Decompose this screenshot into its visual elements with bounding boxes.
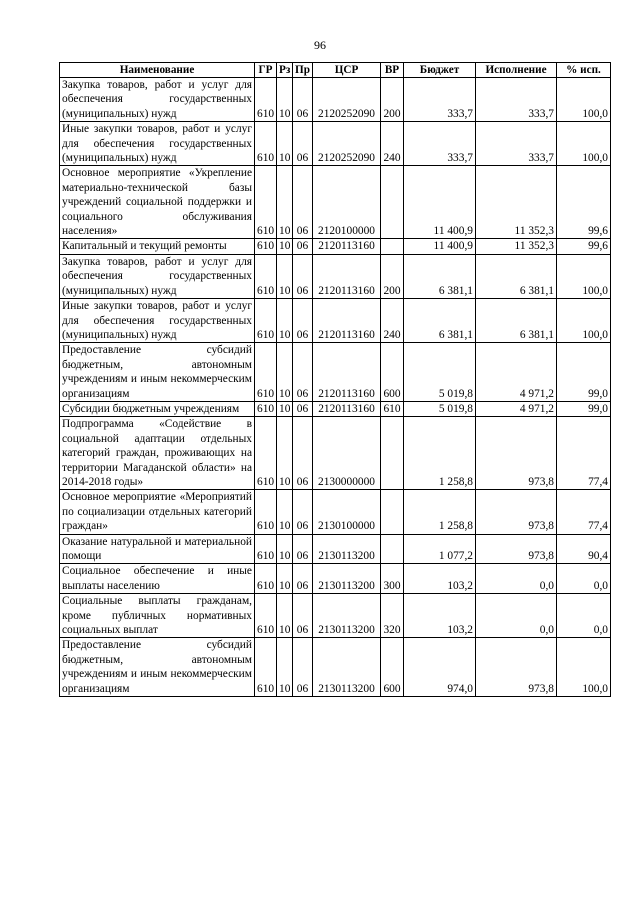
cell-pr: 06: [293, 534, 313, 564]
budget-table: [59, 62, 611, 697]
page-number: 96: [314, 38, 326, 52]
header-pct: % исп.: [557, 63, 611, 78]
cell-pr: 06: [293, 638, 313, 697]
cell-budget: 103,2: [404, 594, 476, 638]
cell-rz: 10: [277, 564, 293, 594]
cell-rz: 10: [277, 343, 293, 402]
cell-vr: [381, 239, 404, 254]
cell-budget: 974,0: [404, 638, 476, 697]
cell-rz: 10: [277, 417, 293, 490]
cell-gr: 610: [255, 166, 277, 239]
cell-csr: 2120113160: [313, 401, 381, 416]
cell-name: Иные закупки товаров, работ и услуг для обеспечения государственных (муниципальных) нужд: [60, 122, 255, 166]
cell-pr: 06: [293, 122, 313, 166]
cell-name: Подпрограмма «Содействие в социальной адаптации отдельных категорий граждан, проживающих на территории Магаданской области» на 2014-2018 годы»: [60, 417, 255, 490]
cell-pct: 0,0: [557, 564, 611, 594]
cell-pct: 100,0: [557, 299, 611, 343]
cell-pct: 90,4: [557, 534, 611, 564]
cell-csr: 2130113200: [313, 638, 381, 697]
cell-pr: 06: [293, 594, 313, 638]
cell-budget: 5 019,8: [404, 401, 476, 416]
cell-csr: 2130100000: [313, 490, 381, 534]
cell-rz: 10: [277, 638, 293, 697]
table-row: [60, 564, 611, 594]
table-row: [60, 490, 611, 534]
cell-budget: 1 258,8: [404, 490, 476, 534]
table-row: [60, 401, 611, 416]
cell-rz: 10: [277, 122, 293, 166]
cell-csr: 2130113200: [313, 594, 381, 638]
cell-pr: 06: [293, 239, 313, 254]
cell-budget: 1 077,2: [404, 534, 476, 564]
cell-gr: 610: [255, 343, 277, 402]
cell-gr: 610: [255, 122, 277, 166]
cell-vr: 600: [381, 638, 404, 697]
cell-csr: 2120113160: [313, 299, 381, 343]
cell-gr: 610: [255, 638, 277, 697]
cell-rz: 10: [277, 401, 293, 416]
cell-execution: 973,8: [476, 638, 557, 697]
cell-execution: 333,7: [476, 78, 557, 122]
header-pr: Пр: [293, 63, 313, 78]
cell-gr: 610: [255, 490, 277, 534]
cell-vr: 610: [381, 401, 404, 416]
cell-pr: 06: [293, 564, 313, 594]
cell-budget: 11 400,9: [404, 166, 476, 239]
table-header-row: [60, 63, 611, 78]
cell-pct: 99,0: [557, 401, 611, 416]
cell-name: Закупка товаров, работ и услуг для обеспечения государственных (муниципальных) нужд: [60, 254, 255, 298]
table-row: [60, 343, 611, 402]
cell-rz: 10: [277, 534, 293, 564]
cell-csr: 2120252090: [313, 122, 381, 166]
cell-vr: [381, 166, 404, 239]
cell-csr: 2120100000: [313, 166, 381, 239]
cell-rz: 10: [277, 239, 293, 254]
cell-vr: [381, 534, 404, 564]
cell-pr: 06: [293, 254, 313, 298]
cell-execution: 11 352,3: [476, 239, 557, 254]
cell-csr: 2130113200: [313, 564, 381, 594]
table-row: [60, 239, 611, 254]
cell-pr: 06: [293, 343, 313, 402]
cell-csr: 2120113160: [313, 343, 381, 402]
cell-rz: 10: [277, 254, 293, 298]
cell-budget: 1 258,8: [404, 417, 476, 490]
table-body: [60, 78, 611, 697]
header-vr: ВР: [381, 63, 404, 78]
table-row: [60, 534, 611, 564]
cell-pct: 0,0: [557, 594, 611, 638]
cell-csr: 2130113200: [313, 534, 381, 564]
cell-name: Основное мероприятие «Укрепление материально-технической базы учреждений социальной поддержки и социального обслуживания населения»: [60, 166, 255, 239]
cell-budget: 6 381,1: [404, 254, 476, 298]
cell-csr: 2120113160: [313, 254, 381, 298]
cell-execution: 333,7: [476, 122, 557, 166]
cell-execution: 0,0: [476, 594, 557, 638]
cell-name: Иные закупки товаров, работ и услуг для обеспечения государственных (муниципальных) нужд: [60, 299, 255, 343]
cell-pr: 06: [293, 490, 313, 534]
cell-pct: 100,0: [557, 638, 611, 697]
cell-pct: 100,0: [557, 254, 611, 298]
cell-pr: 06: [293, 299, 313, 343]
header-execution: Исполнение: [476, 63, 557, 78]
cell-name: Оказание натуральной и материальной помощи: [60, 534, 255, 564]
cell-budget: 11 400,9: [404, 239, 476, 254]
cell-gr: 610: [255, 254, 277, 298]
cell-gr: 610: [255, 417, 277, 490]
cell-vr: 240: [381, 122, 404, 166]
cell-gr: 610: [255, 564, 277, 594]
cell-budget: 6 381,1: [404, 299, 476, 343]
cell-vr: 200: [381, 78, 404, 122]
cell-pct: 99,0: [557, 343, 611, 402]
cell-name: Предоставление субсидий бюджетным, автономным учреждениям и иным некоммерческим организациям: [60, 638, 255, 697]
cell-execution: 11 352,3: [476, 166, 557, 239]
header-budget: Бюджет: [404, 63, 476, 78]
cell-vr: 300: [381, 564, 404, 594]
table-row: [60, 166, 611, 239]
table-row: [60, 638, 611, 697]
cell-vr: [381, 490, 404, 534]
cell-pr: 06: [293, 401, 313, 416]
cell-rz: 10: [277, 299, 293, 343]
cell-vr: 320: [381, 594, 404, 638]
cell-execution: 6 381,1: [476, 299, 557, 343]
cell-name: Предоставление субсидий бюджетным, автономным учреждениям и иным некоммерческим организациям: [60, 343, 255, 402]
cell-pct: 77,4: [557, 417, 611, 490]
cell-gr: 610: [255, 299, 277, 343]
header-name: Наименование: [60, 63, 255, 78]
cell-pct: 77,4: [557, 490, 611, 534]
cell-name: Основное мероприятие «Мероприятий по социализации отдельных категорий граждан»: [60, 490, 255, 534]
cell-vr: 600: [381, 343, 404, 402]
cell-name: Капитальный и текущий ремонты: [60, 239, 255, 254]
table-row: [60, 254, 611, 298]
table-row: [60, 122, 611, 166]
cell-execution: 973,8: [476, 534, 557, 564]
header-csr: ЦСР: [313, 63, 381, 78]
cell-execution: 6 381,1: [476, 254, 557, 298]
cell-pct: 100,0: [557, 122, 611, 166]
cell-csr: 2120113160: [313, 239, 381, 254]
cell-rz: 10: [277, 78, 293, 122]
cell-pr: 06: [293, 417, 313, 490]
cell-pct: 99,6: [557, 239, 611, 254]
cell-pr: 06: [293, 78, 313, 122]
cell-budget: 333,7: [404, 78, 476, 122]
header-gr: ГР: [255, 63, 277, 78]
cell-budget: 5 019,8: [404, 343, 476, 402]
cell-pr: 06: [293, 166, 313, 239]
cell-budget: 103,2: [404, 564, 476, 594]
cell-rz: 10: [277, 166, 293, 239]
cell-gr: 610: [255, 239, 277, 254]
table-row: [60, 299, 611, 343]
cell-gr: 610: [255, 534, 277, 564]
cell-csr: 2120252090: [313, 78, 381, 122]
cell-name: Социальное обеспечение и иные выплаты населению: [60, 564, 255, 594]
cell-name: Субсидии бюджетным учреждениям: [60, 401, 255, 416]
table-row: [60, 594, 611, 638]
cell-csr: 2130000000: [313, 417, 381, 490]
cell-execution: 4 971,2: [476, 401, 557, 416]
cell-pct: 99,6: [557, 166, 611, 239]
cell-rz: 10: [277, 490, 293, 534]
table-row: [60, 417, 611, 490]
cell-execution: 4 971,2: [476, 343, 557, 402]
cell-gr: 610: [255, 401, 277, 416]
cell-execution: 0,0: [476, 564, 557, 594]
cell-gr: 610: [255, 78, 277, 122]
cell-rz: 10: [277, 594, 293, 638]
cell-execution: 973,8: [476, 490, 557, 534]
cell-vr: 200: [381, 254, 404, 298]
cell-vr: [381, 417, 404, 490]
cell-budget: 333,7: [404, 122, 476, 166]
cell-name: Закупка товаров, работ и услуг для обеспечения государственных (муниципальных) нужд: [60, 78, 255, 122]
header-rz: Рз: [277, 63, 293, 78]
table-row: [60, 78, 611, 122]
cell-pct: 100,0: [557, 78, 611, 122]
cell-vr: 240: [381, 299, 404, 343]
cell-execution: 973,8: [476, 417, 557, 490]
cell-name: Социальные выплаты гражданам, кроме публичных нормативных социальных выплат: [60, 594, 255, 638]
cell-gr: 610: [255, 594, 277, 638]
